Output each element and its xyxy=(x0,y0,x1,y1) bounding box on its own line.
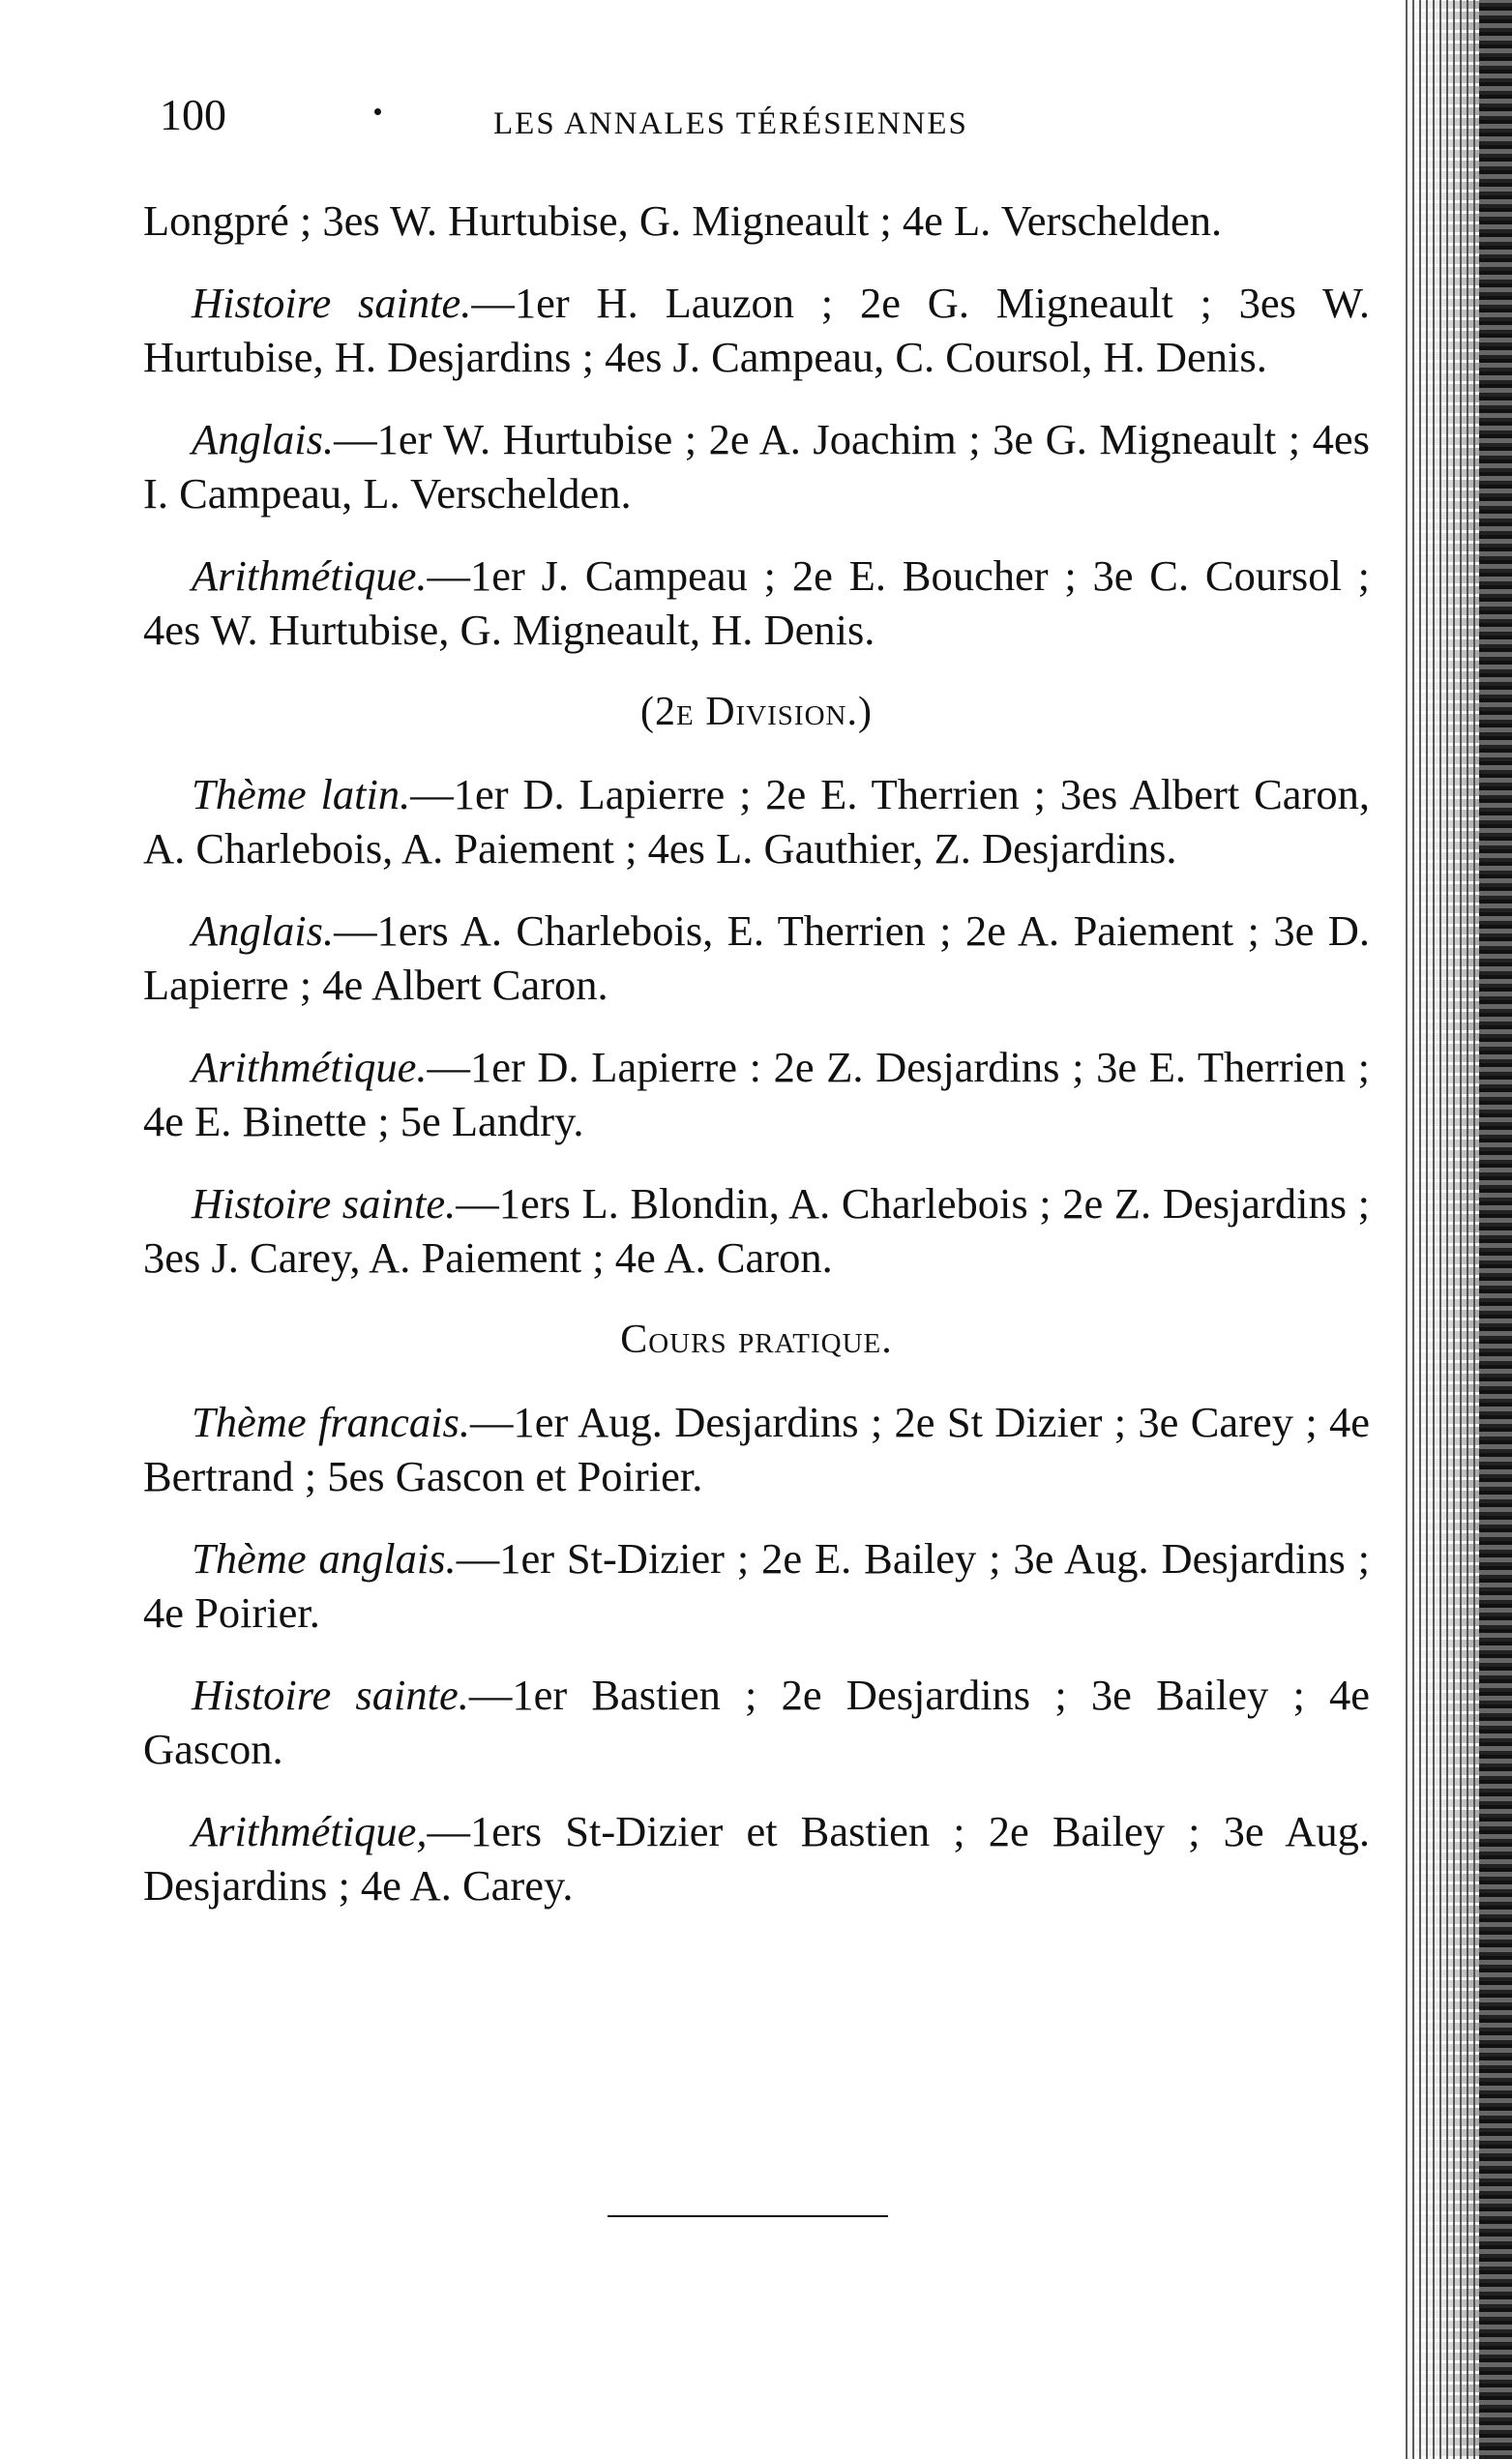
section-heading: Cours pratique. xyxy=(620,1318,893,1362)
paragraph-text: —1er St-Dizier ; 2e E. Bailey ; 3e Aug. Desjardins ; 4e Poirier. xyxy=(143,1534,1371,1637)
paragraph xyxy=(143,548,1370,657)
paragraph-text: —1ers St-Dizier et Bastien ; 2e Bailey ; 3e Aug. Desjardins ; 4e A. Carey. xyxy=(143,1807,1370,1910)
subject-label: Thème anglais. xyxy=(192,1534,457,1583)
page-header xyxy=(160,89,1369,157)
paragraph-text: —1er H. Lauzon ; 2e G. Migneault ; 3es W. Hurtubise, H. Desjardins ; 4es J. Campeau, C. Coursol, H. Denis. xyxy=(143,279,1370,381)
subject-label: Histoire sainte. xyxy=(192,1179,457,1228)
header-dot xyxy=(374,108,381,115)
subject-label: Arithmétique. xyxy=(192,551,428,600)
paragraph xyxy=(143,193,1370,248)
paragraph-text: —1er J. Campeau ; 2e E. Boucher ; 3e C. Coursol ; 4es W. Hurtubise, G. Migneault, H. Denis. xyxy=(143,551,1370,654)
paragraph xyxy=(143,412,1370,520)
paragraph xyxy=(143,1668,1370,1776)
paragraph-text: —1er D. Lapierre : 2e Z. Desjardins ; 3e E. Therrien ; 4e E. Binette ; 5e Landry. xyxy=(143,1043,1370,1145)
paragraph-text: —1er D. Lapierre ; 2e E. Therrien ; 3es Albert Caron, A. Charlebois, A. Paiement ; 4es L. Gauthier, Z. Desjardins. xyxy=(143,770,1370,873)
paragraph xyxy=(143,767,1370,875)
paragraph-text: —1ers A. Charlebois, E. Therrien ; 2e A. Paiement ; 3e D. Lapierre ; 4e Albert Caron. xyxy=(143,906,1370,1009)
paragraph-text: —1ers L. Blondin, A. Charlebois ; 2e Z. Desjardins ; 3es J. Carey, A. Paiement ; 4e A. Caron. xyxy=(143,1179,1371,1282)
paragraph-text: —1er Bastien ; 2e Desjardins ; 3e Bailey ; 4e Gascon. xyxy=(143,1671,1371,1773)
paragraph-text: —1er Aug. Desjardins ; 2e St Dizier ; 3e Carey ; 4e Bertrand ; 5es Gascon et Poirier. xyxy=(143,1398,1370,1500)
paragraph xyxy=(143,1176,1370,1285)
subject-label: Thème latin. xyxy=(192,770,411,818)
subject-label: Anglais. xyxy=(192,415,335,463)
paragraph xyxy=(143,904,1370,1012)
subject-label: Histoire sainte. xyxy=(192,1671,469,1719)
subject-label: Thème francais. xyxy=(192,1398,470,1446)
paragraph xyxy=(143,1040,1370,1148)
paragraph-text: Longpré ; 3es W. Hurtubise, G. Migneault ; 4e L. Verschelden. xyxy=(143,196,1223,245)
paragraph xyxy=(143,1531,1370,1640)
page-number: 100 xyxy=(160,90,226,139)
page-edge-binding xyxy=(1479,0,1512,2459)
section-heading: (2e Division.) xyxy=(640,690,873,734)
paragraph-text: —1er W. Hurtubise ; 2e A. Joachim ; 3e G. Migneault ; 4es I. Campeau, L. Verschelden. xyxy=(143,415,1370,518)
closing-rule xyxy=(608,2215,888,2217)
subject-label: Anglais. xyxy=(192,906,335,955)
running-title: LES ANNALES TÉRÉSIENNES xyxy=(493,106,968,141)
subject-label: Arithmétique, xyxy=(192,1807,428,1855)
paragraph xyxy=(143,276,1370,384)
paragraph xyxy=(143,1804,1370,1912)
subject-label: Histoire sainte. xyxy=(192,279,472,327)
subject-label: Arithmétique. xyxy=(192,1043,428,1091)
paragraph xyxy=(143,1395,1370,1503)
body-text xyxy=(143,193,1370,1941)
